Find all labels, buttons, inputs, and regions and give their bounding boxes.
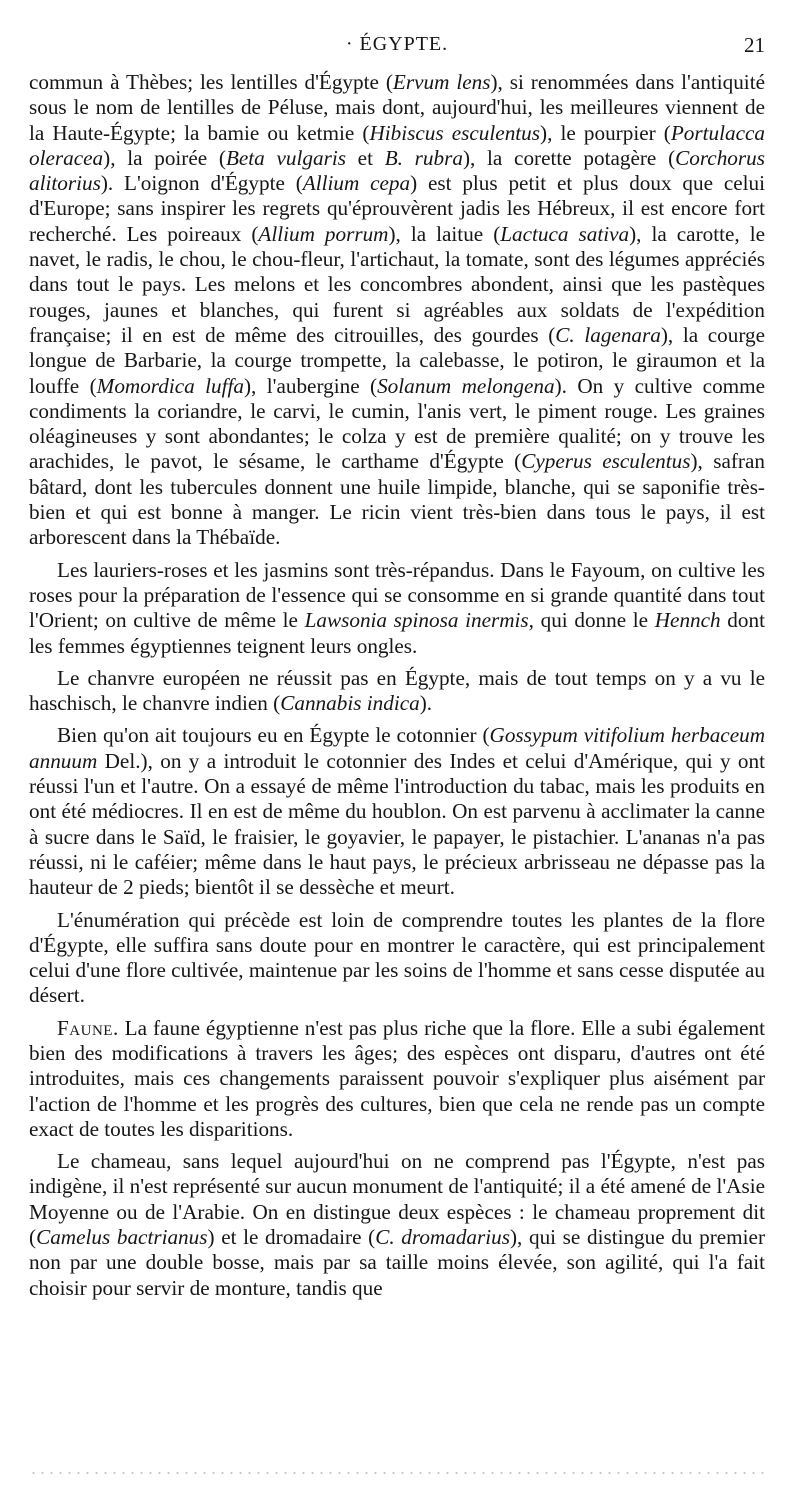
running-title: · ÉGYPTE. [345,33,449,55]
page-number: 21 [744,33,765,57]
page-header [29,0,765,70]
text-run: ). On y cultive comme condiments la coriandre, le carvi, le cumin, l'anis vert, le piment rouge. Les graines oléagineuses y sont abondantes; le colza y est de première qualité; on y trouve les arachides, le pavot, le sésame, le carthame d'Égypte ( [29,373,766,474]
bleed-through-residue [29,1470,765,1476]
text-run: , qui donne le [528,608,655,633]
species-name: Cyperus esculentus [521,449,691,474]
text-run: ) est plus petit et plus doux que celui d'Europe; sans inspirer les regrets qu'éprouvèrent jadis les Hébreux, il est encore fort recherché. Les poireaux ( [29,171,765,246]
text-run: ), si renommées dans l'antiquité sous le nom de lentilles de Péluse, mais dont, aujourd'hui, les meilleures viennent de la Haute-Égypte; la bamie ou ketmie ( [29,70,765,145]
species-name: Portulacca oleracea [29,120,765,170]
species-name: Allium cepa [302,171,411,196]
species-name: Lawsonia spinosa inermis [304,608,529,633]
text-run: ), la carotte, le navet, le radis, le chou, le chou-fleur, l'artichaut, la tomate, sont des légumes appréciés dans tout le pays. Les melons et les concombres abondent, ainsi que les pastèques rouges, jaunes et blanches, qui furent si agréables aux soldats de l'expédition française; il en est de même des citrouilles, des gourdes ( [29,221,765,347]
text-run: ), safran bâtard, dont les tubercules donnent une huile limpide, blanche, qui se saponifie très-bien et qui est bonne à manger. Le ricin vient très-bien dans tous le pays, il est arborescent dans la Thébaïde. [29,449,765,550]
species-name: C. lagenara [555,322,661,347]
text-run: Le chanvre européen ne réussit pas en Égypte, mais de tout temps on y a vu le haschisch, le chanvre indien ( [29,665,765,716]
species-name: Camelus bactrianus [36,1225,208,1250]
text-run: ), le pourpier ( [540,120,671,145]
text-run: ), la poirée ( [103,145,226,170]
text-run: ) et le dromadaire ( [207,1225,376,1250]
text-run: ), la courge longue de Barbarie, la courge trompette, la calebasse, le potiron, le giraumon et la louffe ( [29,322,766,398]
species-name: Ervum lens [392,70,491,94]
species-name: Cannabis indica [280,691,420,716]
text-run: ), qui se distingue du premier non par une double bosse, mais par sa taille moins élevée, son agilité, qui l'a fait choisir pour servir de monture, tandis que [29,1225,765,1300]
species-name: Hennch [654,608,721,633]
text-run: ), l'aubergine ( [244,373,378,398]
paragraph [29,1016,765,1142]
paragraph [29,723,765,900]
text-run: commun à Thèbes; les lentilles d'Égypte ( [29,70,393,94]
section-heading: Faune. [57,1015,119,1040]
text-run: La faune égyptienne n'est pas plus riche que la flore. Elle a subi également bien des modifications à travers les âges; des espèces ont disparu, d'autres ont été introduites, mais ces changements paraissent pouvoir s'expliquer plus aisément par l'action de l'homme et les progrès des cultures, bien que cela ne rende pas un compte exact de toutes les disparitions. [29,1015,765,1141]
species-name: B. rubra [384,145,463,170]
text-run: ). [419,691,433,716]
species-name: Hibiscus esculentus [369,120,541,145]
species-name: C. dromadarius [375,1225,510,1250]
species-name: Lactuca sativa [500,221,630,246]
text-run: ), la corette potagère ( [462,145,676,170]
paragraph [29,908,765,1009]
text-run: dont les femmes égyptiennes teignent leurs ongles. [29,608,765,658]
body-text [29,70,765,1301]
text-run: Les lauriers-roses et les jasmins sont très-répandus. Dans le Fayoum, on cultive les roses pour la préparation de l'essence qui se consomme en si grande quantité dans tout l'Orient; on cultive de même le [29,557,765,633]
species-name: Momordica luffa [96,373,244,398]
species-name: Gossypum vitifolium herbaceum annuum [29,723,766,773]
book-page [29,0,765,1301]
species-name: Beta vulgaris [225,145,346,170]
paragraph [29,1149,765,1301]
paragraph [29,70,765,551]
paragraph [29,558,765,659]
species-name: Solanum melongena [377,373,555,398]
species-name: Corchorus alitorius [29,145,765,196]
paragraph [29,666,765,717]
text-run: ), la laitue ( [388,221,501,246]
text-run: Le chameau, sans lequel aujourd'hui on ne comprend pas l'Égypte, n'est pas indigène, il n'est représenté sur aucun monument de l'antiquité; il a été amené de l'Asie Moyenne ou de l'Arabie. On en distingue deux espèces : le chameau proprement dit ( [29,1149,765,1250]
text-run: et [345,145,385,170]
text-run: Bien qu'on ait toujours eu en Égypte le cotonnier ( [57,723,490,748]
text-run: Del.), on y a introduit le cotonnier des Indes et celui d'Amérique, qui y ont réussi l'un et l'autre. On a essayé de même l'introduction du tabac, mais les produits en ont été médiocres. Il en est de même du houblon. On est parvenu à acclimater la canne à sucre dans le Saïd, le fraisier, le goyavier, le papayer, le pistachier. L'ananas n'a pas réussi, ni le caféier; même dans le haut pays, le précieux arbrisseau ne dépasse pas la hauteur de 2 pieds; bientôt il se dessèche et meurt. [29,748,765,900]
species-name: Allium porrum [258,221,389,246]
text-run: L'énumération qui précède est loin de comprendre toutes les plantes de la flore d'Égypte, elle suffira sans doute pour en montrer le caractère, qui est principalement celui d'une flore cultivée, maintenue par les soins de l'homme et sans cesse disputée au désert. [29,907,765,1008]
text-run: ). L'oignon d'Égypte ( [100,171,303,196]
